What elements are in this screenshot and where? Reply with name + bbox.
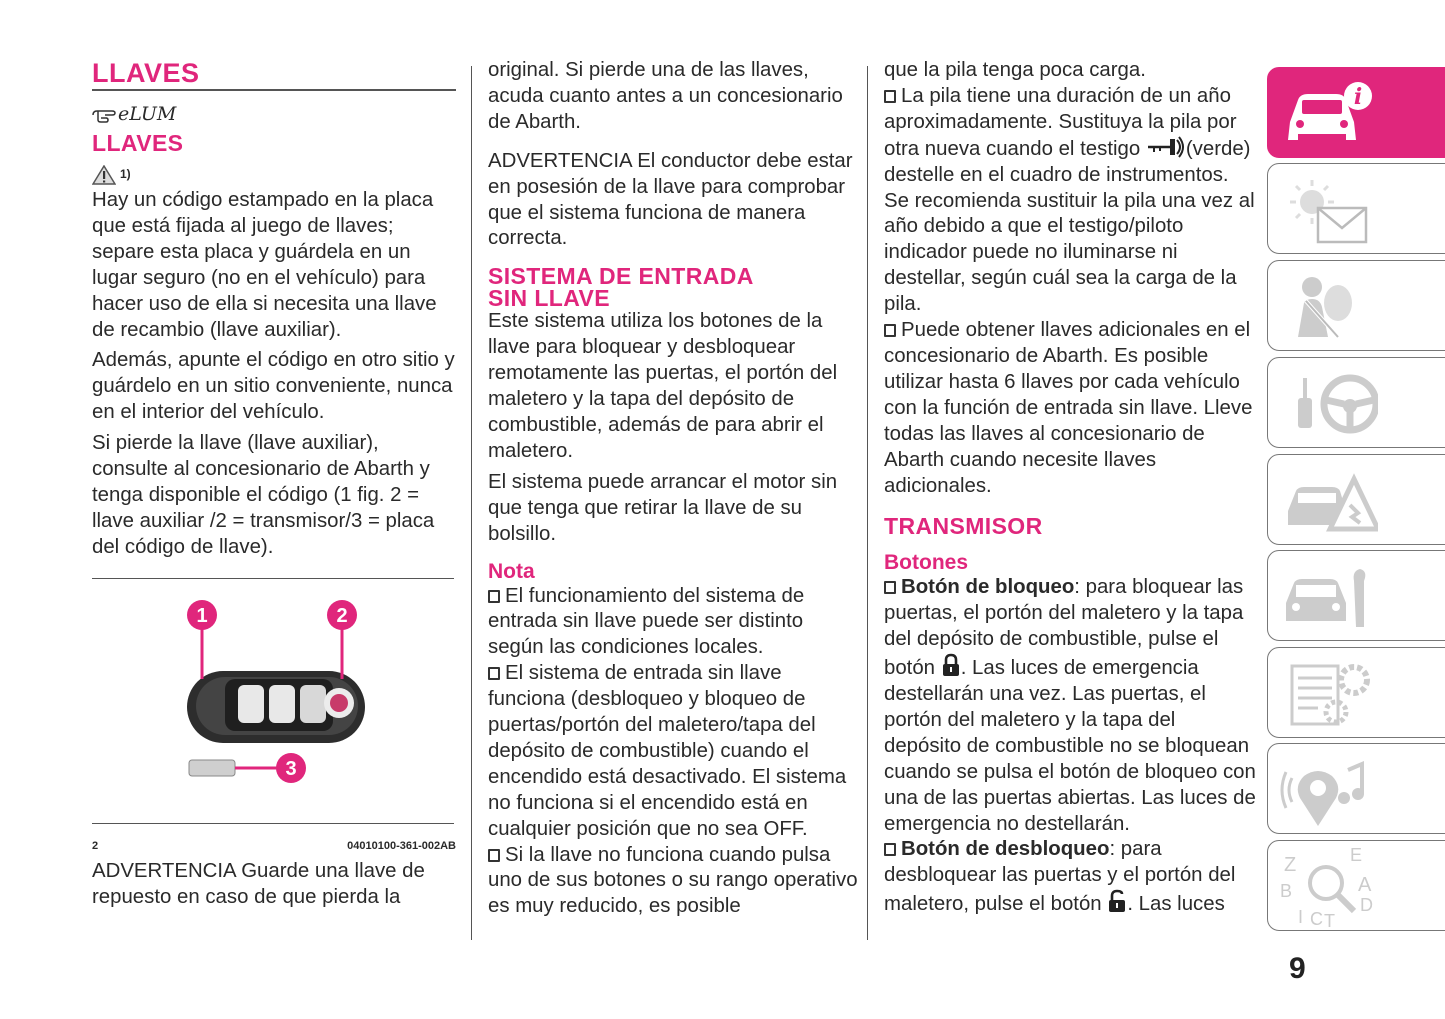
dashboard-lights-icon [1278, 170, 1378, 250]
column-1 [92, 58, 456, 911]
starting-driving-icon [1278, 364, 1378, 444]
svg-text:i: i [1353, 84, 1363, 110]
note-text: Si la llave no funciona cuando pulsa uno de sus botones o su rango operativo es muy reducido, es posible [488, 843, 858, 918]
list-item [884, 84, 1256, 318]
tab-technical-data[interactable] [1267, 647, 1445, 738]
tab-multimedia[interactable] [1267, 743, 1445, 834]
column-divider [471, 66, 472, 940]
tab-emergency[interactable] [1267, 454, 1445, 545]
checkbox-bullet-icon [488, 667, 500, 680]
checkbox-bullet-icon [884, 843, 896, 856]
paragraph: Si pierde la llave (llave auxiliar), consulte al concesionario de Abarth y tenga disponible el código (1 fig. 2 = llave auxiliar /2 = transmisor/3 = placa del código de llave). [92, 432, 435, 558]
index-letter: C [1310, 909, 1323, 927]
note-item [488, 843, 858, 921]
note-text: El funcionamiento del sistema de entrada sin llave puede ser distinto según las condiciones locales. [488, 584, 805, 659]
column-3 [884, 58, 1256, 918]
heading-line-2: SIN LLAVE [488, 285, 611, 312]
index-letter: D [1360, 895, 1373, 915]
index-letter: E [1350, 847, 1363, 865]
key-warning-light-icon [1146, 136, 1186, 158]
note-item [488, 584, 858, 662]
pointing-hand-icon [92, 106, 118, 124]
paragraph: El sistema puede arrancar el motor sin que tenga que retirar la llave de su bolsillo. [488, 470, 838, 545]
unlock-button-label: Botón de desbloqueo [901, 838, 1110, 861]
tab-safety[interactable] [1267, 260, 1445, 351]
item-text: : para desbloquear las puertas y el portón del maletero, pulse el botón [884, 838, 1236, 916]
figure-caption [92, 824, 456, 854]
figure-key-fob [92, 578, 454, 823]
index-letter: A [1358, 874, 1372, 896]
symbol-glyph-text: eLUM [118, 103, 177, 126]
buttons-subheading: Botones [884, 551, 968, 575]
item-text: . Las luces de emergencia destellarán una vez. Las puertas, el portón del maletero y la tapa del depósito de combustible no se bloquean cuando se pulsa el botón de bloqueo con una de las puertas abiertas. Las luces de emergencia no destellarán. [884, 657, 1256, 835]
checkbox-bullet-icon [884, 90, 896, 103]
index-letter: Z [1284, 854, 1297, 876]
emergency-icon [1278, 461, 1378, 541]
tab-starting-driving[interactable] [1267, 357, 1445, 448]
paragraph: original. Si pierde una de las llaves, acuda cuanto antes a un concesionario de Abarth. [488, 59, 843, 133]
safety-airbag-icon [1278, 267, 1378, 347]
index-letter: B [1280, 881, 1293, 901]
index-icon [1278, 847, 1378, 927]
tab-index[interactable] [1267, 840, 1445, 931]
paragraph: ADVERTENCIA Guarde una llave de repuesto en caso de que pierda la [92, 859, 425, 908]
note-item [488, 661, 858, 842]
tab-car-info[interactable] [1267, 67, 1445, 158]
index-letter: T [1324, 911, 1335, 927]
subsection-title: LLAVES [92, 130, 184, 156]
item-text: (verde) destelle en el cuadro de instrumentos. Se recomienda sustituir la pila una vez al año debido a que el testigo/piloto indicador puede no iluminarse ni destellar, según cuál sea la carga de la pila. [884, 137, 1255, 316]
column-divider [867, 66, 868, 940]
section-title: LLAVES [92, 58, 200, 88]
item-text: La pila tiene una duración de un año aproximadamente. Sustituya la pila por otra nueva cuando el testigo [884, 84, 1237, 160]
note-heading: Nota [488, 559, 535, 583]
list-item [884, 837, 1256, 918]
technical-data-icon [1278, 654, 1378, 734]
item-text: Puede obtener llaves adicionales en el concesionario de Abarth. Es posible utilizar hasta 6 llaves por cada vehículo con la función de entrada sin llave. Lleve todas las llaves al concesionario de Abarth cuando necesite llaves adicionales. [884, 319, 1253, 497]
page-number: 9 [1289, 952, 1306, 985]
paragraph: que la pila tenga poca carga. [884, 59, 1146, 81]
callout-1-label: 1 [196, 604, 208, 627]
figure-code: 04010100-361-002AB [347, 839, 456, 852]
warning-ref-number: 1) [120, 167, 131, 182]
tab-maintenance[interactable] [1267, 550, 1445, 641]
figure-number: 2 [92, 839, 99, 852]
title-rule [92, 89, 456, 91]
warning-reference [92, 162, 456, 188]
checkbox-bullet-icon [884, 581, 896, 594]
checkbox-bullet-icon [488, 590, 500, 603]
checkbox-bullet-icon [488, 849, 500, 862]
paragraph: Hay un código estampado en la placa que está fijada al juego de llaves; separe esta placa y guárdela en un lugar seguro (no en el vehículo) para hacer uso de ella si necesita una llave de recambio (llave auxiliar). [92, 189, 437, 341]
tab-dashboard-lights[interactable] [1267, 163, 1445, 254]
lock-button-label: Botón de bloqueo [901, 576, 1075, 599]
section-heading [488, 263, 858, 312]
paragraph: Este sistema utiliza los botones de la llave para bloquear y desbloquear remotamente las puertas, el portón del maletero y la tapa del depósito de combustible, además de para abrir el maletero. [488, 310, 838, 462]
list-item [884, 318, 1256, 499]
key-fob-illustration [92, 579, 454, 823]
unlock-icon [1107, 889, 1127, 913]
column-2 [488, 58, 858, 920]
hand-symbol-line [92, 100, 456, 130]
item-text: : para bloquear las puertas, el portón del maletero y la tapa del depósito de combustible, pulse el botón [884, 576, 1244, 680]
heading-line-1: SISTEMA DE ENTRADA [488, 263, 754, 290]
callout-3-label: 3 [285, 757, 297, 780]
paragraph: ADVERTENCIA El conductor debe estar en posesión de la llave para comprobar que el sistema funciona de manera correcta. [488, 149, 853, 250]
warning-triangle-icon [92, 165, 116, 185]
checkbox-bullet-icon [884, 324, 896, 337]
note-text: El sistema de entrada sin llave funciona (desbloqueo y bloqueo de puertas/portón del maletero/tapa del depósito de combustible) cuando el encendido está desactivado. El sistema no funciona si el encendido está en cualquier posición que no sea OFF. [488, 662, 847, 840]
paragraph: Además, apunte el código en otro sitio y guárdelo en un sitio conveniente, nunca en el interior del vehículo. [92, 349, 455, 424]
transmitter-heading: TRANSMISOR [884, 513, 1043, 540]
callout-2-label: 2 [336, 604, 348, 627]
lock-icon [941, 653, 961, 677]
list-item [884, 575, 1256, 837]
item-text: . Las luces [1127, 893, 1225, 916]
maintenance-icon [1278, 557, 1378, 637]
multimedia-icon [1278, 750, 1378, 830]
car-info-icon [1278, 74, 1378, 154]
index-letter: I [1298, 907, 1304, 927]
